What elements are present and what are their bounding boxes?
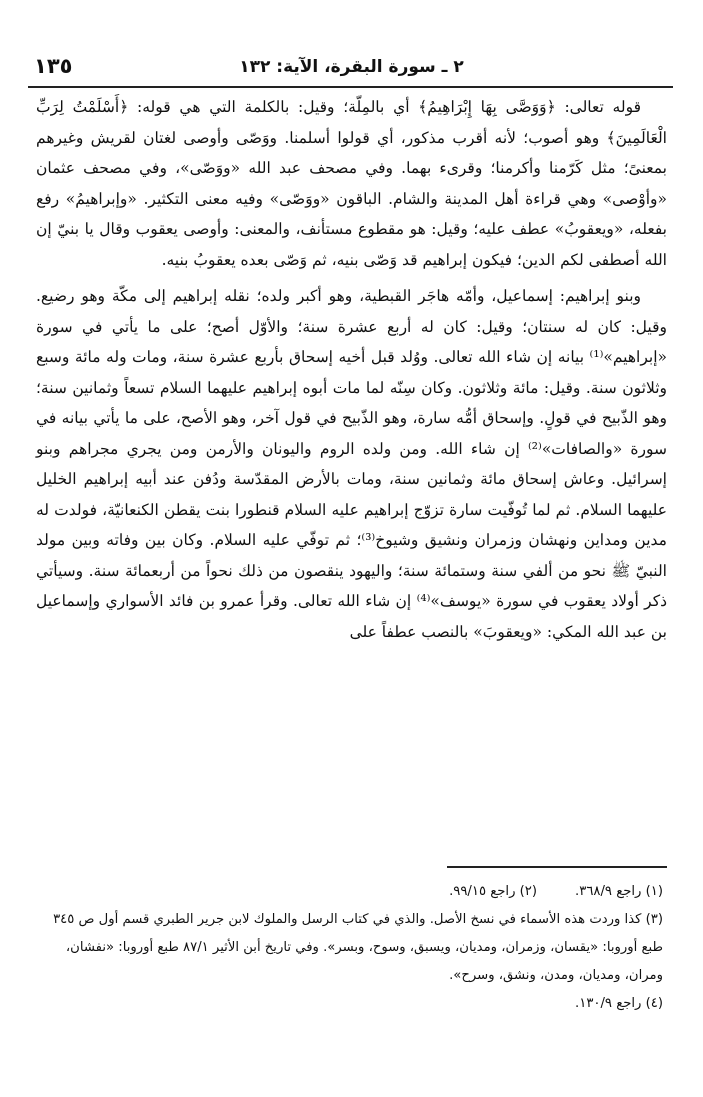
- paragraph-1: قوله تعالى: ﴿وَوَصَّى بِهَا إِبْرَاهِيمُ﴾ أي بالمِلّة؛ وقيل: بالكلمة التي هي قوله: ﴿أَسْلَمْتُ لِرَبِّ الْعَالَمِينَ﴾ وهو أصوب؛ لأنه أقرب مذكور، أي قولوا أسلمنا. ووَصّى وأوصى لغتان لقريش وغيرهم بمعنىً؛ مثل كَرّمنا وأكرمنا؛ وقرىء بهما. وفي مصحف عبد الله «ووَصّى»، وفي مصحف عثمان «وأوْصى» وهي قراءة أهل المدينة والشام. الباقون «ووَصّى» وفيه معنى التكثير. «وإبراهيمُ» رفع بفعله، «ويعقوبُ» عطف عليه؛ وقيل: هو مقطوع مستأنف، والمعنى: وأوصى يعقوب وقال يا بنيّ إن الله أصطفى لكم الدين؛ فيكون إبراهيم قد وَصّى بنيه، ثم وَصّى بعده يعقوبُ بنيه.: [36, 98, 667, 269]
- footnote-3: (٣) كذا وردت هذه الأسماء في نسخ الأصل. والذي في كتاب الرسل والملوك لابن جرير الطبري قسم أول ص ٣٤٥ طبع أوروبا: «يقسان، وزمران، ومديان، ويسبق، وسوح، وبسر». وفي تاريخ أبن الأثير ٨٧/١ طبع أوروبا: «نفشان، ومران، ومديان، ومدن، ونشق، وسرح».: [53, 912, 663, 983]
- footnote-1: (١) راجع ٣٦٨/٩.: [575, 884, 663, 899]
- footnote-2: (٢) راجع ٩٩/١٥.: [449, 884, 538, 899]
- footnote-row-1: [36, 878, 663, 906]
- paragraph-2: وبنو إبراهيم: إسماعيل، وأمّه هاجَر القبطية، وهو أكبر ولده؛ نقله إبراهيم إلى مكّة وهو رضيع. وقيل: كان له سنتان؛ وقيل: كان له أربع عشرة سنة؛ والأوّل أصح؛ على ما يأتي في سورة «إبراهيم»⁽¹⁾ بيانه إن شاء الله تعالى. ووُلد قبل أخيه إسحاق بأربع عشرة سنة، ومات وله مائة وسبع وثلاثون سنة. وقيل: مائة وثلاثون. وكان سِنّه لما مات أبوه إبراهيم عليهما السلام تسعاً وثمانين سنة؛ وهو الذّبيح في قولٍ. وإسحاق أمُّه سارة، وهو الذّبيح في قول آخر، وهو الأصح، على ما يأتي بيانه في سورة «والصافات»⁽²⁾ إن شاء الله. ومن ولده الروم واليونان والأرمن ومن يجري مجراهم وبنو إسرائيل. وعاش إسحاق مائة وثمانين سنة، ومات بالأرض المقدّسة ودُفن عند أبيه إبراهيم الخليل عليهما السلام. ثم لما تُوفّيت سارة تزوّج إبراهيم عليه السلام قنطورا بنت يقطن الكنعانيّة، فولدت له مدين ومداين ونهشان وزمران ونشيق وشيوخ⁽³⁾؛ ثم توفّي عليه السلام. وكان بين وفاته وبين مولد النبيّ ﷺ نحو من ألفي سنة وستمائة سنة؛ واليهود ينقصون من ذلك نحواً من أربعمائة سنة. وسيأتي ذكر أولاد يعقوب في سورة «يوسف»⁽⁴⁾ إن شاء الله تعالى. وقرأ عمرو بن فائد الأسواري وإسماعيل بن عبد الله المكي: «ويعقوبَ» بالنصب عطفاً على: [36, 287, 668, 641]
- running-title: ٢ ـ سورة البقرة، الآية: ١٣٢: [239, 57, 464, 77]
- footnote-4: (٤) راجع ١٣٠/٩.: [575, 996, 663, 1011]
- page-number: ١٣٥: [34, 54, 73, 78]
- header-divider: [28, 86, 673, 88]
- footnotes: [36, 878, 663, 1018]
- footnote-divider: [447, 866, 667, 868]
- page-header: [30, 52, 673, 82]
- main-text: [36, 92, 667, 647]
